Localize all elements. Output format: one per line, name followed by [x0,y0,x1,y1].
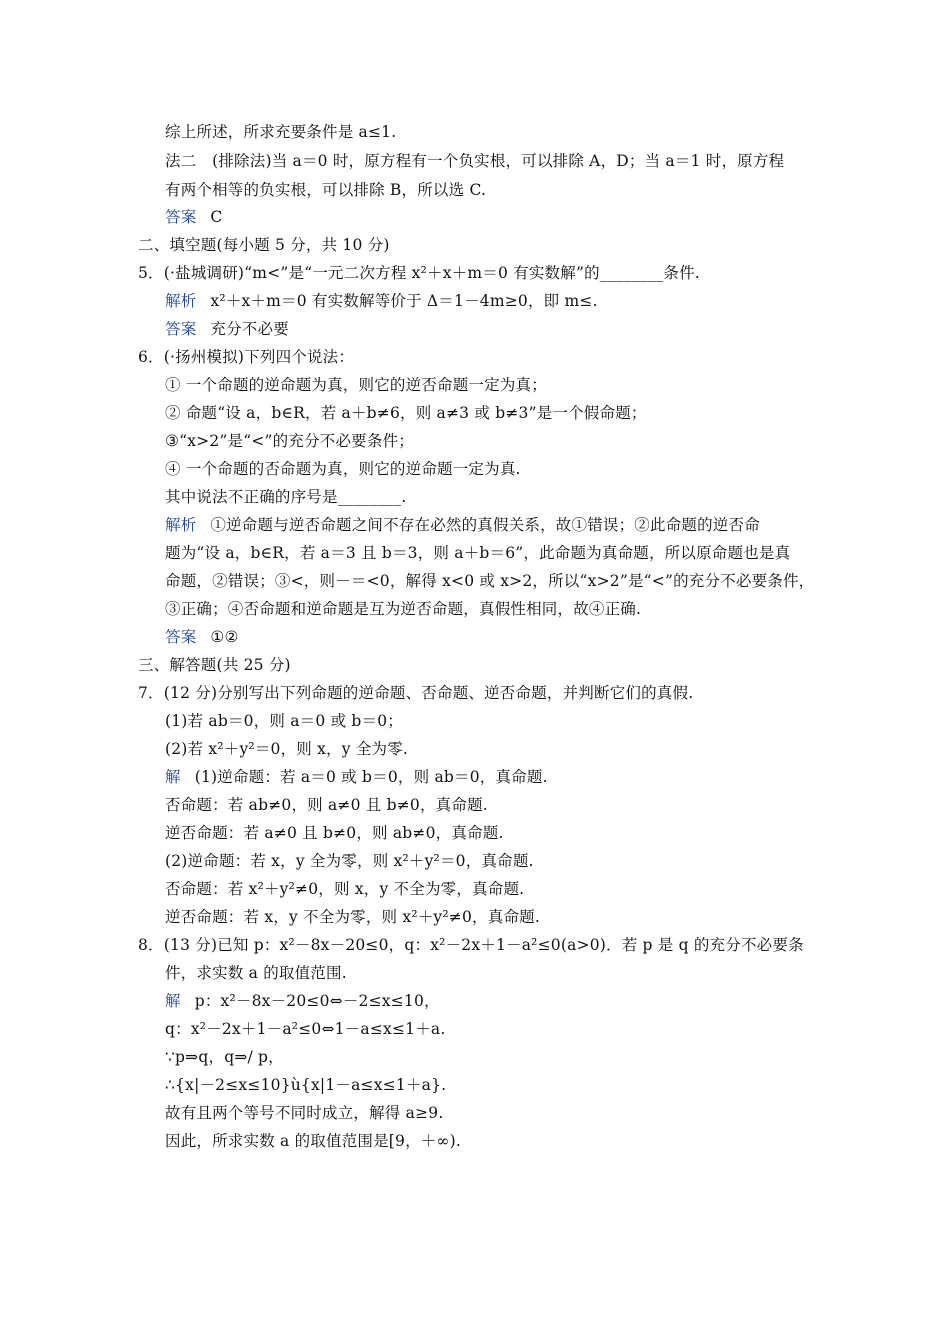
section-heading: 三、解答题(共 25 分) [138,656,291,674]
text-line: 其中说法不正确的序号是________. [165,488,407,506]
text-line: q：x²－2x＋1－a²≤0⇔1－a≤x≤1＋a. [165,1020,446,1038]
answer-line: 答案 ①② [165,628,239,646]
section-heading: 二、填空题(每小题 5 分，共 10 分) [138,236,390,254]
text-line: 题为“设 a，b∈R，若 a＝3 且 b＝3，则 a＋b＝6”，此命题为真命题，所以原命题也是真 [165,544,791,562]
answer-line: 答案 C [165,208,223,226]
text-line: 因此，所求实数 a 的取值范围是[9，＋∞). [165,1132,461,1150]
answer-tag: 答案 [165,320,197,338]
analysis-line: 解析 x²＋x＋m＝0 有实数解等价于 Δ＝1－4m≥0，即 m≤. [165,292,598,310]
text-line: ∵p⇒q，q⇒/ p， [165,1048,284,1066]
analysis-tag: 解析 [165,516,197,534]
text-line: (1)若 ab＝0，则 a＝0 或 b＝0； [165,712,403,730]
text-line: 有两个相等的负实根，可以排除 B，所以选 C. [165,181,487,199]
text-line: 逆否命题：若 x，y 不全为零，则 x²＋y²≠0，真命题. [165,908,540,926]
text-line: (2)逆命题：若 x，y 全为零，则 x²＋y²＝0，真命题. [165,852,534,870]
solution-tag: 解 [165,768,181,786]
analysis-line: 解析 ①逆命题与逆否命题之间不存在必然的真假关系，故①错误；②此命题的逆否命 [165,516,760,534]
text-line: 命题，②错误；③<，则－＝<0，解得 x<0 或 x>2，所以“x>2”是“<”的充分不必要条件， [165,572,815,590]
text-line: 法二 (排除法)当 a＝0 时，原方程有一个负实根，可以排除 A，D；当 a＝1 时，原方程 [165,152,785,170]
analysis-tag: 解析 [165,292,197,310]
question-8: 8．(13 分)已知 p：x²－8x－20≤0，q：x²－2x＋1－a²≤0(a>0)．若 p 是 q 的充分不必要条 [138,936,804,954]
text-line: 否命题：若 ab≠0，则 a≠0 且 b≠0，真命题. [165,796,488,814]
text-line: 故有且两个等号不同时成立，解得 a≥9. [165,1104,444,1122]
text-line: (2)若 x²＋y²＝0，则 x，y 全为零. [165,740,409,758]
text-line: ∴{x|－2≤x≤10}ù{x|1－a≤x≤1＋a}. [165,1076,447,1094]
solution-line: 解 (1)逆命题：若 a＝0 或 b＝0，则 ab＝0，真命题. [165,768,548,786]
text-line: ③正确；④否命题和逆命题是互为逆否命题，真假性相同，故④正确. [165,600,642,618]
question-7: 7．(12 分)分别写出下列命题的逆命题、否命题、逆否命题，并判断它们的真假. [138,684,694,702]
list-item: ④ 一个命题的否命题为真，则它的逆命题一定为真. [165,460,521,478]
list-item: ③“x>2”是“<”的充分不必要条件； [165,432,414,450]
question-5: 5．(·盐城调研)“m<”是“一元二次方程 x²＋x＋m＝0 有实数解”的________条件. [138,264,700,282]
answer-tag: 答案 [165,628,197,646]
list-item: ① 一个命题的逆命题为真，则它的逆否命题一定为真； [165,376,547,394]
text-line: 否命题：若 x²＋y²≠0，则 x，y 不全为零，真命题. [165,880,525,898]
solution-line: 解 p：x²－8x－20≤0⇔－2≤x≤10， [165,992,440,1010]
question-6: 6．(·扬州模拟)下列四个说法： [138,348,355,366]
answer-line: 答案 充分不必要 [165,320,289,338]
answer-tag: 答案 [165,208,197,226]
list-item: ② 命题“设 a，b∈R，若 a＋b≠6，则 a≠3 或 b≠3”是一个假命题； [165,404,647,422]
solution-tag: 解 [165,992,181,1010]
text-line: 综上所述，所求充要条件是 a≤1. [165,123,397,141]
text-line: 逆否命题：若 a≠0 且 b≠0，则 ab≠0，真命题. [165,824,504,842]
text-line: 件，求实数 a 的取值范围. [165,964,347,982]
